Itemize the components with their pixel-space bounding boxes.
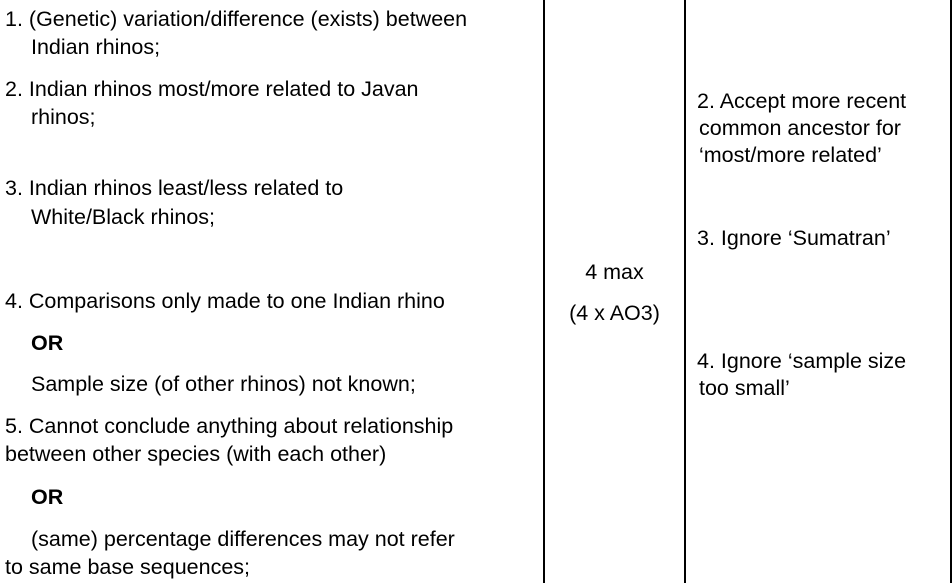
guidance-2-line-3: ‘most/more related’ xyxy=(699,143,882,167)
answer-point-1-line-2: Indian rhinos; xyxy=(31,35,161,59)
marks-assessment-objective: (4 x AO3) xyxy=(569,301,660,325)
guidance-4-line-2: too small’ xyxy=(699,376,790,400)
guidance-2-line-2: common ancestor for xyxy=(699,116,901,140)
guidance-2-line-1: 2. Accept more recent xyxy=(697,89,907,113)
column-divider-right xyxy=(684,0,686,583)
guidance-4-line-1: 4. Ignore ‘sample size xyxy=(697,349,907,373)
guidance-3-line-1: 3. Ignore ‘Sumatran’ xyxy=(697,226,891,250)
answer-point-5-line-2: between other species (with each other) xyxy=(5,442,387,466)
answer-point-3-line-2: White/Black rhinos; xyxy=(31,205,216,229)
answer-point-4-line-2: Sample size (of other rhinos) not known; xyxy=(31,372,416,396)
answer-point-3-line-1: 3. Indian rhinos least/less related to xyxy=(5,176,344,200)
answer-point-4-line-1: 4. Comparisons only made to one Indian rhino xyxy=(5,289,445,313)
answer-point-5-line-4: to same base sequences; xyxy=(5,555,251,579)
answer-point-2-line-1: 2. Indian rhinos most/more related to Javan xyxy=(5,77,419,101)
answer-point-5-line-1: 5. Cannot conclude anything about relationship xyxy=(5,414,454,438)
answer-point-5-line-3: (same) percentage differences may not refer xyxy=(31,527,455,551)
answer-point-1-line-1: 1. (Genetic) variation/difference (exists) between xyxy=(5,7,468,31)
column-divider-left xyxy=(543,0,545,583)
answer-point-2-line-2: rhinos; xyxy=(31,105,96,129)
marks-max: 4 max xyxy=(585,260,644,284)
answer-point-5-or: OR xyxy=(31,485,64,509)
answer-point-4-or: OR xyxy=(31,331,64,355)
